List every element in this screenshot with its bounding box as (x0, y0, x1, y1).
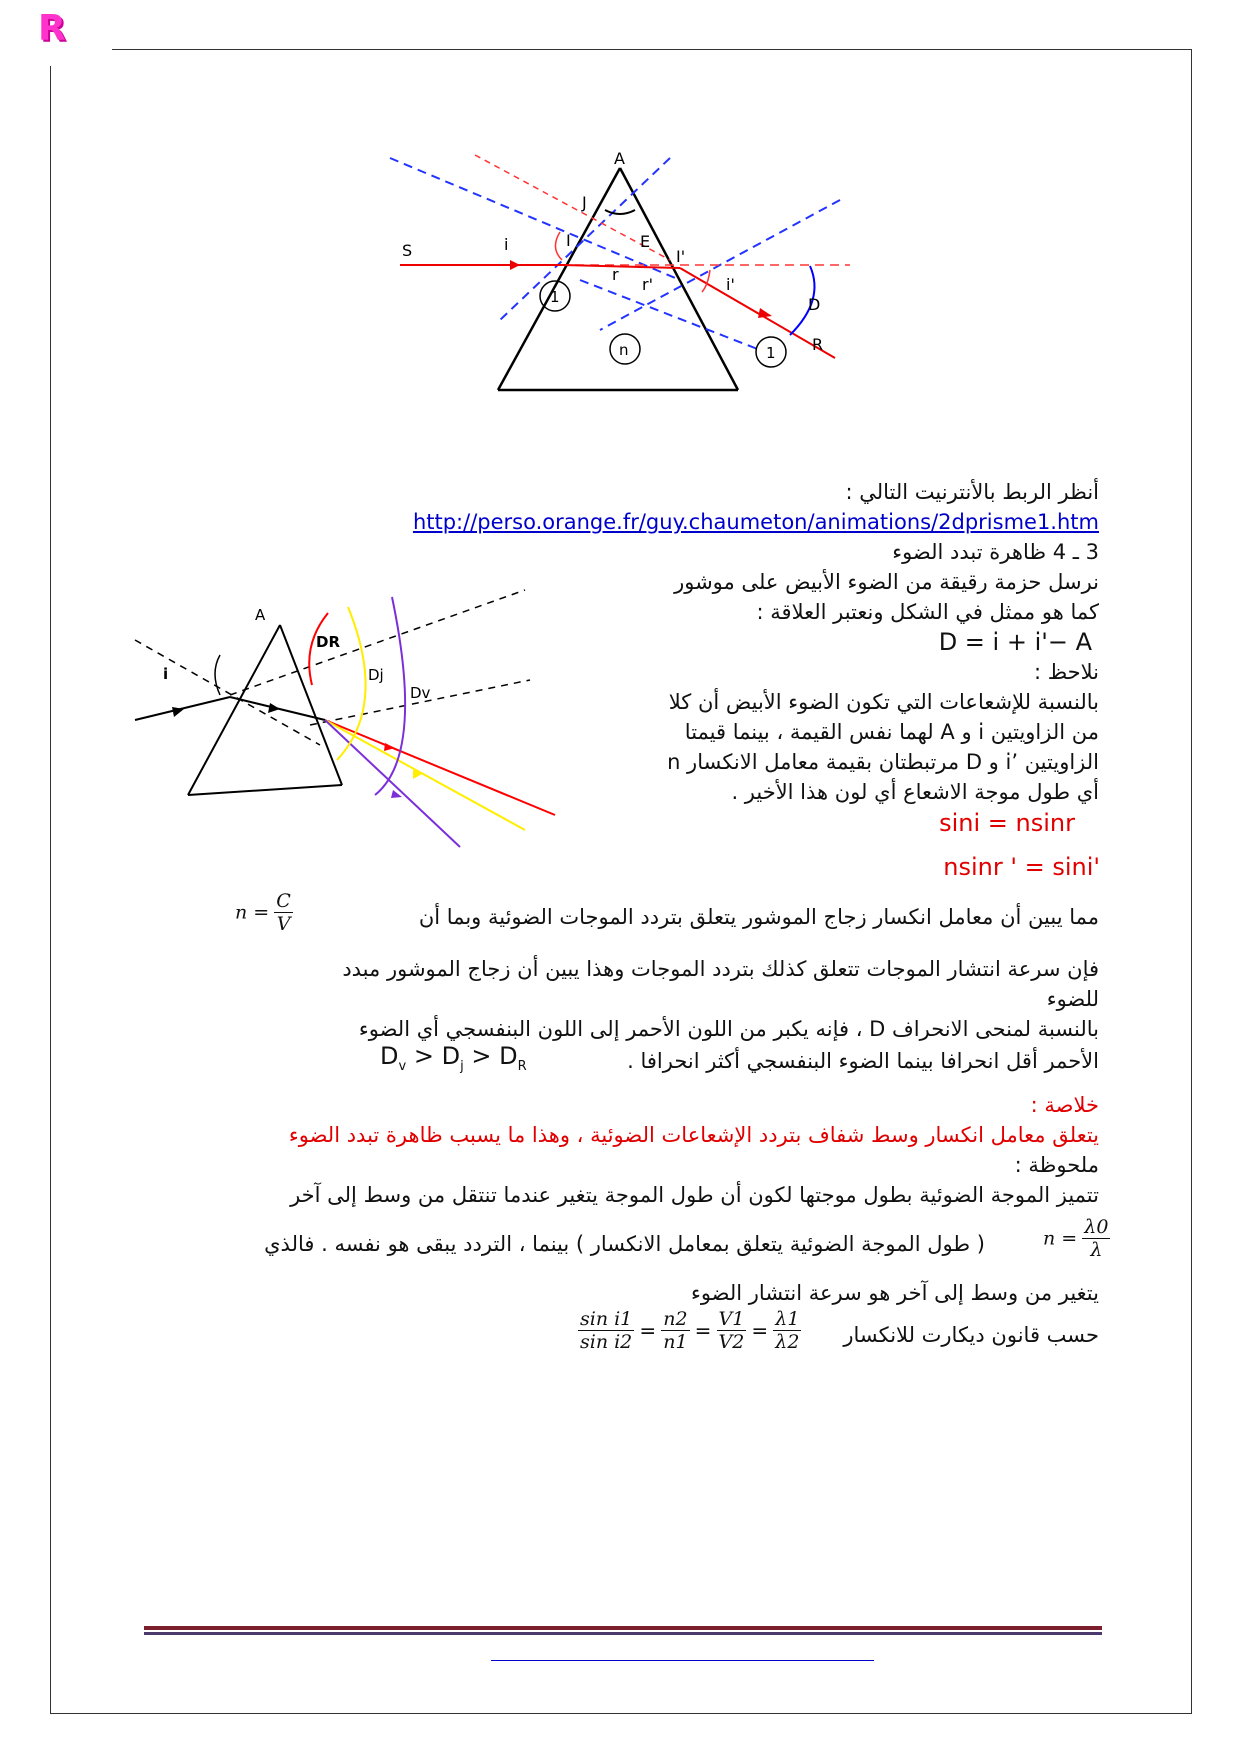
label-Dv: Dv (410, 684, 431, 702)
n-equals: n = (235, 901, 270, 924)
label-D: D (808, 295, 821, 314)
dispersion-diagram (130, 585, 570, 855)
medium-n: n (619, 341, 629, 359)
label-i: i (504, 235, 509, 254)
frame-left-line (50, 66, 51, 1714)
see-link-text: أنظر الربط بالأنترنيت التالي : (845, 480, 1099, 504)
formula-snell-1: sini = nsinr (939, 809, 1075, 837)
formula-deviation: D = i + i'− A (938, 628, 1092, 656)
animation-link[interactable]: http://perso.orange.fr/guy.chaumeton/animations/2dprisme1.htm (412, 510, 1099, 534)
footer-link-underline (491, 1660, 874, 1661)
paragraph-2b: من الزاويتين i و A لهما نفس القيمة ، بينما قيمتا (684, 720, 1099, 744)
logo: R (38, 8, 66, 49)
label-i2: i (163, 665, 169, 683)
formula-n-lambda: n = $\frac{\lambda 0}{\lambda}$ (1043, 1216, 1109, 1261)
frame-right-line (1191, 49, 1192, 1714)
paragraph-6: تتميز الموجة الضوئية بطول موجتها لكون أن طول الموجة يتغير عندما تنتقل من وسط إلى آخر (290, 1183, 1099, 1207)
frame-top-line (112, 49, 1191, 50)
deviation-inequality: $D_v > D_j > D_R$ (380, 1042, 527, 1074)
remark-title: ملحوظة : (1014, 1153, 1099, 1177)
paragraph-1b: كما هو ممثل في الشكل ونعتبر العلاقة : (756, 600, 1099, 624)
label-S: S (402, 241, 413, 260)
label-Dj: Dj (368, 666, 384, 684)
footer-divider-2 (144, 1632, 1102, 1635)
conclusion-title: خلاصة : (1030, 1093, 1099, 1117)
paragraph-2a: بالنسبة للإشعاعات التي تكون الضوء الأبيض أن كلا (668, 690, 1099, 714)
incident-ray-2 (135, 697, 230, 720)
frac-v: V (276, 913, 291, 935)
label-J: J (582, 193, 587, 212)
red-ray (325, 720, 555, 815)
frame-bottom-line (50, 1713, 1192, 1714)
formula-n-c-v (235, 890, 293, 935)
paragraph-8: يتغير من وسط إلى آخر هو سرعة انتشار الضوء (690, 1281, 1099, 1305)
paragraph-5a: بالنسبة لمنحى الانحراف D ، فإنه يكبر من اللون الأحمر إلى اللون البنفسجي أي الضوء (358, 1017, 1099, 1041)
label-r-prime: r' (642, 275, 653, 294)
prism2-left-face (188, 625, 280, 795)
medium-1-left: 1 (550, 288, 560, 306)
label-A2: A (255, 606, 266, 624)
label-i-prime: i' (726, 275, 735, 294)
paragraph-9: حسب قانون ديكارت للانكسار (843, 1323, 1099, 1347)
paragraph-2c: الزاويتين ’i و D مرتبطتان بقيمة معامل الانكسار n (667, 750, 1099, 774)
prism2-base (188, 785, 342, 795)
prism-refraction-diagram (380, 140, 860, 400)
prism-left-face (498, 168, 620, 390)
formula-snell-2: nsinr ' = sini' (943, 853, 1100, 881)
paragraph-3: مما يبين أن معامل انكسار زجاج الموشور يتعلق بتردد الموجات الضوئية وبما أن (418, 905, 1099, 929)
arc-Dj (337, 607, 366, 760)
emergent-ray-arrow (758, 308, 772, 318)
paragraph-1a: نرسل حزمة رقيقة من الضوء الأبيض على موشور (674, 570, 1099, 594)
angle-i-arc (555, 232, 562, 260)
label-I-prime: I' (676, 247, 686, 266)
label-r: r (612, 265, 619, 284)
label-I: I (566, 231, 571, 250)
frac-c: C (276, 890, 291, 912)
label-A: A (614, 149, 625, 168)
conclusion-text: يتعلق معامل انكسار وسط شفاف بتردد الإشعاعات الضوئية ، وهذا ما يسبب ظاهرة تبدد الضوء (288, 1123, 1099, 1147)
paragraph-7a: ( طول الموجة الضوئية يتعلق بمعامل الانكسار ) بينما ، التردد يبقى هو نفسه . فالذي (264, 1232, 985, 1256)
label-E: E (640, 232, 651, 251)
paragraph-2d: أي طول موجة الاشعاع أي لون هذا الأخير . (731, 780, 1099, 804)
medium-1-right: 1 (766, 344, 776, 362)
normal-left (390, 158, 680, 280)
incident-ray-arrow (510, 260, 520, 270)
label-R: R (812, 335, 824, 354)
paragraph-4a: فإن سرعة انتشار الموجات تتعلق كذلك بتردد الموجات وهذا يبين أن زجاج الموشور مبدد (342, 957, 1099, 981)
descartes-law: $\frac{\text{sin i1}}{\text{sin i2}}$ = $\frac{n2}{n1}$ = $\frac{V1}{V2}$ = $\frac{\lambda 1}{\lambda 2}$ (580, 1308, 800, 1353)
footer-divider-1 (144, 1626, 1102, 1630)
arc-Dv (375, 597, 405, 795)
note-heading: نلاحظ : (1033, 660, 1099, 684)
paragraph-4b: للضوء (1046, 987, 1099, 1011)
angle-J-arc (605, 210, 635, 214)
section-heading: 3 ـ 4 ظاهرة تبدد الضوء (892, 540, 1099, 564)
paragraph-5b: الأحمر أقل انحرافا بينما الضوء البنفسجي أكثر انحرافا . (627, 1049, 1099, 1073)
label-DR: DR (316, 633, 341, 651)
